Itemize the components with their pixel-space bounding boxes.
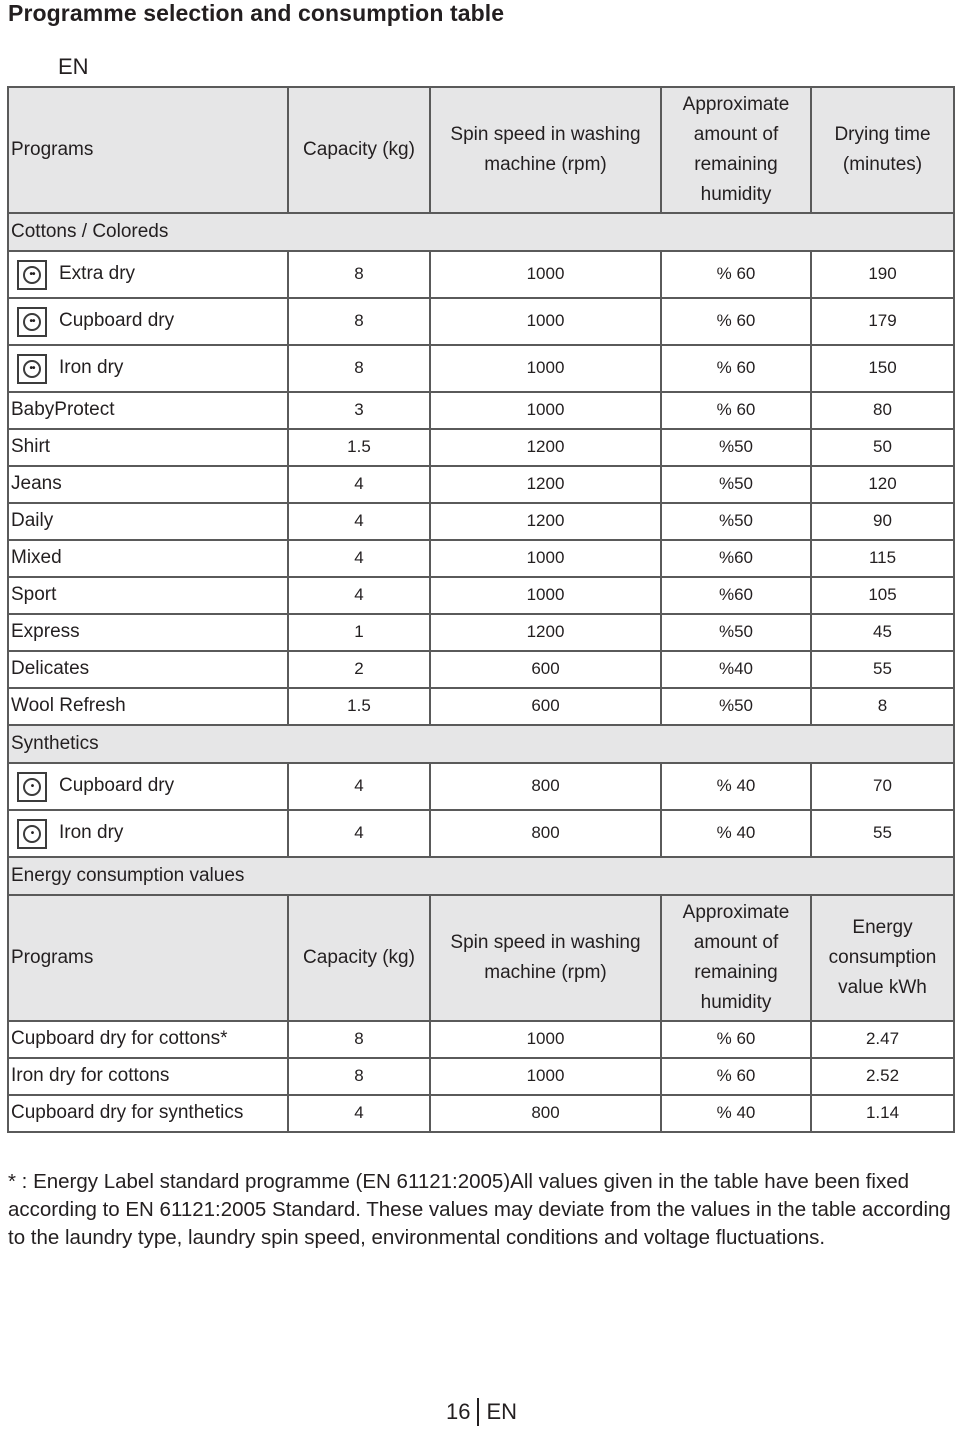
- tumble-dry-one-dot-icon: [17, 819, 47, 849]
- tumble-dry-one-dot-icon: [17, 772, 47, 802]
- drying-time-cell: 120: [811, 466, 954, 503]
- program-name: Iron dry: [59, 357, 124, 379]
- spin-speed-cell: 1200: [430, 466, 661, 503]
- footer-language: EN: [486, 1399, 518, 1424]
- humidity-cell: % 40: [661, 763, 811, 810]
- capacity-cell: 8: [288, 1058, 430, 1095]
- tumble-dry-two-dots-icon: [17, 354, 47, 384]
- program-name-cell: Cupboard dry for synthetics: [8, 1095, 288, 1132]
- humidity-cell: % 40: [661, 1095, 811, 1132]
- energy-value-cell: 2.52: [811, 1058, 954, 1095]
- capacity-cell: 4: [288, 1095, 430, 1132]
- program-name-cell: [8, 763, 288, 810]
- program-name: Extra dry: [59, 263, 136, 285]
- drying-time-cell: 50: [811, 429, 954, 466]
- program-name-cell: [8, 251, 288, 298]
- tumble-dry-two-dots-icon: [17, 260, 47, 290]
- capacity-cell: 1.5: [288, 688, 430, 725]
- spin-speed-cell: 600: [430, 688, 661, 725]
- dot-mark: ••: [29, 268, 35, 280]
- capacity-cell: 4: [288, 466, 430, 503]
- spin-speed-cell: 1000: [430, 298, 661, 345]
- program-name-cell: Iron dry for cottons: [8, 1058, 288, 1095]
- drying-time-cell: 80: [811, 392, 954, 429]
- program-name: Cupboard dry: [59, 775, 175, 797]
- humidity-cell: %40: [661, 651, 811, 688]
- header-spin-speed: Spin speed in washing machine (rpm): [430, 87, 661, 213]
- energy-value-cell: 1.14: [811, 1095, 954, 1132]
- humidity-cell: % 60: [661, 1058, 811, 1095]
- capacity-cell: 4: [288, 503, 430, 540]
- spin-speed-cell: 1200: [430, 503, 661, 540]
- drying-time-cell: 190: [811, 251, 954, 298]
- humidity-cell: %50: [661, 614, 811, 651]
- table-row: [8, 392, 954, 429]
- table-row: [8, 763, 954, 810]
- program-name-cell: Daily: [8, 503, 288, 540]
- table-row: [8, 345, 954, 392]
- humidity-cell: % 60: [661, 392, 811, 429]
- spin-speed-cell: 800: [430, 1095, 661, 1132]
- program-cell-content: [9, 346, 287, 391]
- program-name-cell: BabyProtect: [8, 392, 288, 429]
- section-energy: Energy consumption values: [8, 857, 954, 895]
- energy-header-row: [8, 895, 954, 1021]
- capacity-cell: 3: [288, 392, 430, 429]
- table-row: [8, 540, 954, 577]
- programme-table: [7, 86, 955, 1133]
- section-synthetics: Synthetics: [8, 725, 954, 763]
- table-row: [8, 251, 954, 298]
- program-cell-content: [9, 764, 287, 809]
- language-label: EN: [58, 54, 89, 79]
- humidity-cell: %60: [661, 540, 811, 577]
- page-footer: [446, 1398, 517, 1426]
- program-cell-content: [9, 299, 287, 344]
- section-cottons: Cottons / Coloreds: [8, 213, 954, 251]
- header-humidity: Approximate amount of remaining humidity: [661, 87, 811, 213]
- program-name-cell: [8, 298, 288, 345]
- energy-value-cell: 2.47: [811, 1021, 954, 1058]
- table-row: [8, 651, 954, 688]
- spin-speed-cell: 1200: [430, 429, 661, 466]
- capacity-cell: 1.5: [288, 429, 430, 466]
- table-row: [8, 466, 954, 503]
- table-row: [8, 810, 954, 857]
- spin-speed-cell: 1200: [430, 614, 661, 651]
- header-drying-time: Drying time (minutes): [811, 87, 954, 213]
- spin-speed-cell: 1000: [430, 1021, 661, 1058]
- dot-mark: ••: [29, 315, 35, 327]
- footer-divider: [477, 1398, 479, 1426]
- spin-speed-cell: 600: [430, 651, 661, 688]
- footnote: * : Energy Label standard programme (EN 61121:2005)All values given in the table have been fixed according to EN 61121:2005 Standard. These values may deviate from the values in the table according to the laundry type, laundry spin speed, environmental conditions and voltage fluctuations.: [8, 1170, 951, 1249]
- header-programs: Programs: [8, 87, 288, 213]
- spin-speed-cell: 1000: [430, 251, 661, 298]
- spin-speed-cell: 1000: [430, 1058, 661, 1095]
- spin-speed-cell: 1000: [430, 540, 661, 577]
- energy-header-consumption: Energy consumption value kWh: [811, 895, 954, 1021]
- humidity-cell: % 40: [661, 810, 811, 857]
- humidity-cell: %50: [661, 429, 811, 466]
- program-name: Cupboard dry: [59, 310, 175, 332]
- humidity-cell: %50: [661, 688, 811, 725]
- capacity-cell: 4: [288, 577, 430, 614]
- energy-header-spin-speed: Spin speed in washing machine (rpm): [430, 895, 661, 1021]
- drying-time-cell: 55: [811, 651, 954, 688]
- energy-header-programs: Programs: [8, 895, 288, 1021]
- drying-time-cell: 115: [811, 540, 954, 577]
- program-name-cell: Sport: [8, 577, 288, 614]
- page-title: Programme selection and consumption table: [8, 0, 505, 26]
- drying-time-cell: 179: [811, 298, 954, 345]
- drying-time-cell: 105: [811, 577, 954, 614]
- table-row: [8, 688, 954, 725]
- humidity-cell: %50: [661, 503, 811, 540]
- capacity-cell: 4: [288, 763, 430, 810]
- table-row: [8, 298, 954, 345]
- tumble-dry-two-dots-icon: [17, 307, 47, 337]
- table-row: [8, 503, 954, 540]
- program-name-cell: [8, 345, 288, 392]
- drying-time-cell: 150: [811, 345, 954, 392]
- humidity-cell: %50: [661, 466, 811, 503]
- spin-speed-cell: 800: [430, 810, 661, 857]
- drying-time-cell: 70: [811, 763, 954, 810]
- humidity-cell: % 60: [661, 298, 811, 345]
- spin-speed-cell: 800: [430, 763, 661, 810]
- program-name-cell: Jeans: [8, 466, 288, 503]
- program-name-cell: Mixed: [8, 540, 288, 577]
- program-name-cell: [8, 810, 288, 857]
- humidity-cell: % 60: [661, 345, 811, 392]
- program-name-cell: Express: [8, 614, 288, 651]
- drying-time-cell: 8: [811, 688, 954, 725]
- dot-mark: •: [30, 827, 34, 839]
- program-name-cell: Wool Refresh: [8, 688, 288, 725]
- program-cell-content: [9, 252, 287, 297]
- table-row: [8, 429, 954, 466]
- humidity-cell: % 60: [661, 251, 811, 298]
- table-row: [8, 577, 954, 614]
- table-row: [8, 614, 954, 651]
- section-row-synthetics: [8, 725, 954, 763]
- humidity-cell: %60: [661, 577, 811, 614]
- dot-mark: •: [30, 780, 34, 792]
- capacity-cell: 2: [288, 651, 430, 688]
- section-row-energy: [8, 857, 954, 895]
- table-row: [8, 1058, 954, 1095]
- table-row: [8, 1095, 954, 1132]
- spin-speed-cell: 1000: [430, 345, 661, 392]
- energy-header-humidity: Approximate amount of remaining humidity: [661, 895, 811, 1021]
- program-name-cell: Cupboard dry for cottons*: [8, 1021, 288, 1058]
- page-number: 16: [446, 1399, 471, 1424]
- program-name-cell: Delicates: [8, 651, 288, 688]
- capacity-cell: 8: [288, 1021, 430, 1058]
- humidity-cell: % 60: [661, 1021, 811, 1058]
- drying-time-cell: 55: [811, 810, 954, 857]
- capacity-cell: 8: [288, 298, 430, 345]
- program-cell-content: [9, 811, 287, 856]
- program-name-cell: Shirt: [8, 429, 288, 466]
- capacity-cell: 1: [288, 614, 430, 651]
- table-header-row: [8, 87, 954, 213]
- spin-speed-cell: 1000: [430, 577, 661, 614]
- capacity-cell: 8: [288, 345, 430, 392]
- header-capacity: Capacity (kg): [288, 87, 430, 213]
- drying-time-cell: 45: [811, 614, 954, 651]
- spin-speed-cell: 1000: [430, 392, 661, 429]
- section-row-cottons: [8, 213, 954, 251]
- capacity-cell: 4: [288, 810, 430, 857]
- drying-time-cell: 90: [811, 503, 954, 540]
- capacity-cell: 4: [288, 540, 430, 577]
- program-name: Iron dry: [59, 822, 124, 844]
- energy-header-capacity: Capacity (kg): [288, 895, 430, 1021]
- dot-mark: ••: [29, 362, 35, 374]
- table-row: [8, 1021, 954, 1058]
- capacity-cell: 8: [288, 251, 430, 298]
